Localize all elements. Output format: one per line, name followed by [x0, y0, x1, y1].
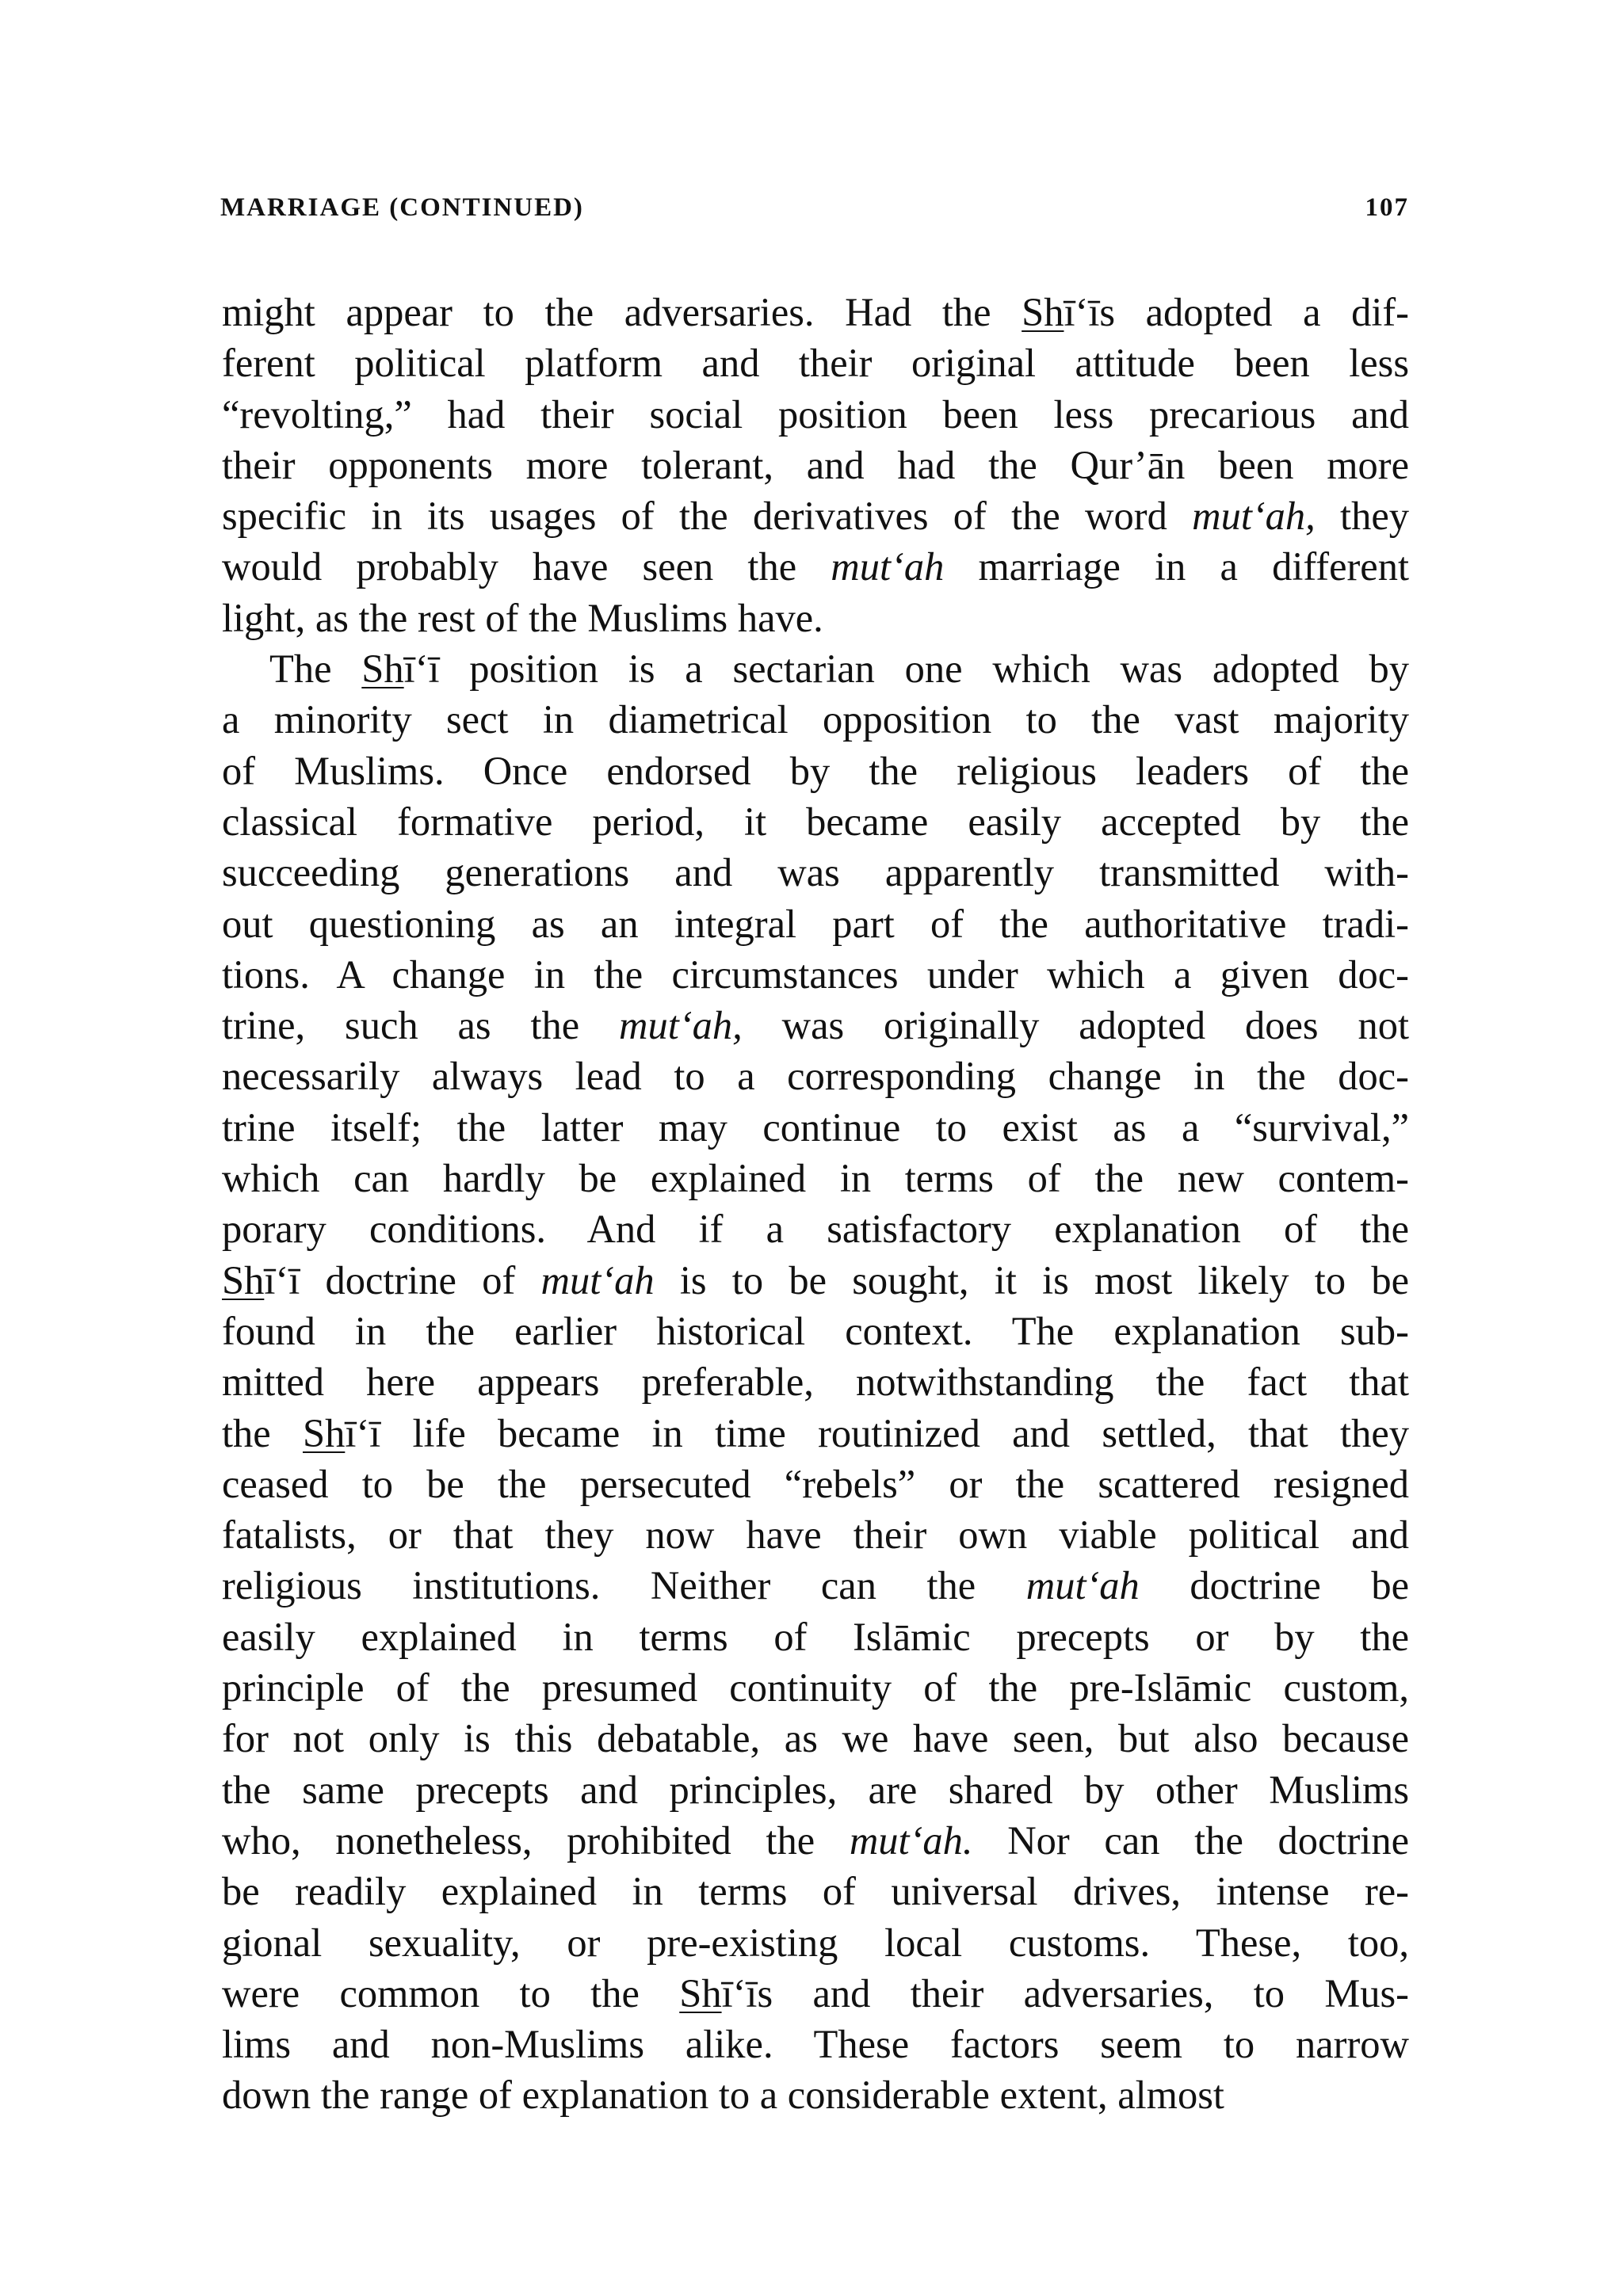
- text-line: [222, 1051, 1409, 1101]
- page-number: 107: [1365, 193, 1409, 222]
- text-run: found in the earlier historical context. The explanation sub-: [222, 1308, 1409, 1353]
- text-line: [222, 2069, 1409, 2120]
- paragraph: [222, 643, 1409, 2121]
- text-line: [222, 1713, 1409, 1764]
- text-line: [222, 796, 1409, 847]
- text-run: ī‘īs adopted a dif-: [1064, 290, 1409, 334]
- text-line: [222, 1866, 1409, 1917]
- text-run: porary conditions. And if a satisfactory explanation of the: [222, 1207, 1409, 1252]
- text-run: is to be sought, it is most likely to be: [654, 1257, 1409, 1302]
- text-run: ceased to be the persecuted “rebels” or the scattered resigned: [222, 1461, 1409, 1506]
- text-run: religious institutions. Neither can the: [222, 1563, 1026, 1608]
- text-line: [222, 1764, 1409, 1815]
- text-run: ī‘ī life became in time routinized and settled, that they: [345, 1410, 1409, 1455]
- text-line: [222, 1203, 1409, 1254]
- text-run: trine, such as the: [222, 1003, 620, 1048]
- text-line: [222, 1560, 1409, 1611]
- running-title: MARRIAGE (CONTINUED): [220, 193, 584, 222]
- text-run: gional sexuality, or pre-existing local customs. These, too,: [222, 1920, 1409, 1965]
- text-run: of Muslims. Once endorsed by the religious leaders of the: [222, 748, 1409, 793]
- underlined-letters: Sh: [222, 1257, 265, 1302]
- text-line: [222, 847, 1409, 898]
- body-text: [222, 287, 1409, 2121]
- text-run: doctrine be: [1139, 1563, 1409, 1608]
- underlined-letters: Sh: [302, 1410, 346, 1455]
- text-run: a minority sect in diametrical opposition to the vast majority: [222, 697, 1409, 742]
- italic-term: mut‘ah: [540, 1257, 655, 1302]
- text-line: [222, 1662, 1409, 1713]
- text-line: [222, 1153, 1409, 1203]
- text-run: ī‘īs and their adversaries, to Mus-: [721, 1970, 1409, 2016]
- text-run: would probably have seen the: [222, 544, 831, 589]
- italic-term: mut‘ah: [1025, 1563, 1140, 1608]
- text-line: [222, 1917, 1409, 1968]
- underlined-letters: Sh: [679, 1970, 722, 2016]
- text-run: “revolting,” had their social position been less precarious and: [222, 391, 1409, 437]
- text-run: ī‘ī position is a sectarian one which was adopted by: [403, 646, 1409, 692]
- text-run: were common to the: [222, 1970, 680, 2016]
- italic-term: mut‘ah.: [849, 1817, 973, 1863]
- text-line: [222, 490, 1409, 541]
- text-run: lims and non-Muslims alike. These factors seem to narrow: [222, 2022, 1409, 2067]
- text-run: tions. A change in the circumstances under which a given doc-: [222, 952, 1409, 997]
- text-line: [222, 1102, 1409, 1153]
- text-run: was originally adopted does not: [742, 1003, 1409, 1048]
- text-line: [222, 643, 1409, 694]
- text-run: The: [269, 646, 362, 692]
- text-line: [222, 1509, 1409, 1560]
- underlined-letters: Sh: [361, 646, 404, 692]
- text-run: succeeding generations and was apparently transmitted with-: [222, 850, 1409, 895]
- text-line: [222, 694, 1409, 745]
- text-run: mitted here appears preferable, notwithstanding the fact that: [222, 1360, 1409, 1405]
- text-run: fatalists, or that they now have their own viable political and: [222, 1512, 1409, 1558]
- text-line: [222, 389, 1409, 440]
- text-run: marriage in a different: [944, 544, 1409, 589]
- text-run: necessarily always lead to a corresponding change in the doc-: [222, 1054, 1409, 1099]
- text-run: ī‘ī doctrine of: [264, 1257, 541, 1302]
- text-line: [222, 338, 1409, 388]
- text-line: [222, 746, 1409, 796]
- text-run: the: [222, 1410, 303, 1455]
- text-line: [222, 440, 1409, 490]
- italic-term: mut‘ah,: [619, 1003, 743, 1048]
- text-run: down the range of explanation to a considerable extent, almost: [222, 2073, 1224, 2118]
- text-run: for not only is this debatable, as we have seen, but also because: [222, 1716, 1409, 1761]
- text-line: [222, 1968, 1409, 2019]
- text-run: Nor can the doctrine: [972, 1817, 1409, 1863]
- text-run: the same precepts and principles, are shared by other Muslims: [222, 1767, 1409, 1812]
- text-line: [222, 593, 1409, 643]
- text-run: trine itself; the latter may continue to exist as a “survival,”: [222, 1104, 1409, 1150]
- text-line: [222, 898, 1409, 949]
- text-run: might appear to the adversaries. Had the: [222, 290, 1022, 334]
- text-run: principle of the presumed continuity of the pre-Islāmic custom,: [222, 1665, 1409, 1711]
- text-run: light, as the rest of the Muslims have.: [222, 595, 823, 640]
- text-line: [222, 1459, 1409, 1509]
- text-run: classical formative period, it became easily accepted by the: [222, 799, 1409, 844]
- text-line: [222, 1356, 1409, 1407]
- text-line: [222, 1255, 1409, 1306]
- text-run: ferent political platform and their original attitude been less: [222, 341, 1409, 386]
- paragraph: [222, 287, 1409, 643]
- text-run: easily explained in terms of Islāmic precepts or by the: [222, 1614, 1409, 1659]
- text-run: they: [1315, 494, 1409, 539]
- text-run: out questioning as an integral part of the authoritative tradi-: [222, 901, 1409, 946]
- text-run: specific in its usages of the derivatives of the word: [222, 494, 1193, 539]
- underlined-letters: Sh: [1022, 290, 1064, 334]
- text-line: [222, 287, 1409, 338]
- text-line: [222, 2019, 1409, 2069]
- text-line: [222, 1306, 1409, 1356]
- italic-term: mut‘ah: [831, 544, 945, 589]
- text-run: their opponents more tolerant, and had the Qur’ān been more: [222, 442, 1409, 487]
- text-line: [222, 1815, 1409, 1866]
- text-run: who, nonetheless, prohibited the: [222, 1817, 850, 1863]
- text-run: be readily explained in terms of universal drives, intense re-: [222, 1869, 1409, 1914]
- text-line: [222, 541, 1409, 592]
- text-line: [222, 1000, 1409, 1051]
- text-run: which can hardly be explained in terms of the new contem-: [222, 1156, 1409, 1201]
- text-line: [222, 949, 1409, 1000]
- italic-term: mut‘ah,: [1192, 494, 1316, 539]
- text-line: [222, 1408, 1409, 1459]
- text-line: [222, 1611, 1409, 1662]
- running-header: [220, 184, 1409, 231]
